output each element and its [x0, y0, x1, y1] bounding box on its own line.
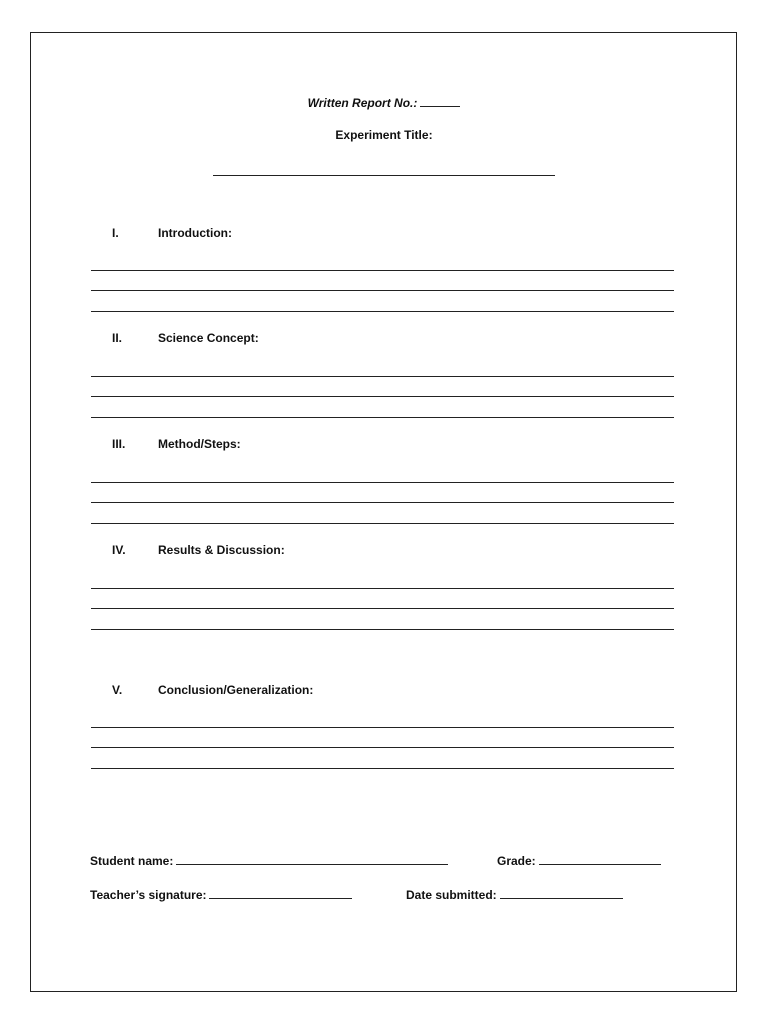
section-title-conclusion: Conclusion/Generalization: [158, 683, 314, 697]
answer-line[interactable] [91, 270, 674, 271]
date-submitted-label: Date submitted: [406, 888, 497, 902]
section-numeral: III. [112, 437, 126, 451]
answer-line[interactable] [91, 311, 674, 312]
section-title-introduction: Introduction: [158, 226, 232, 240]
section-numeral: II. [112, 331, 123, 345]
experiment-title-blank[interactable] [213, 175, 555, 176]
section-title-results-discussion: Results & Discussion: [158, 543, 285, 557]
answer-line[interactable] [91, 396, 674, 397]
experiment-title-label: Experiment Title: [335, 128, 433, 142]
page-border [30, 32, 737, 992]
section-numeral: V. [112, 683, 123, 697]
answer-line[interactable] [91, 376, 674, 377]
date-submitted-field [406, 887, 623, 902]
answer-line[interactable] [91, 417, 674, 418]
section-title-method-steps: Method/Steps: [158, 437, 241, 451]
answer-line[interactable] [91, 629, 674, 630]
date-submitted-blank[interactable] [500, 887, 623, 899]
section-numeral: I. [112, 226, 119, 240]
teacher-signature-field [90, 887, 352, 902]
answer-line[interactable] [91, 727, 674, 728]
answer-line[interactable] [91, 608, 674, 609]
section-numeral: IV. [112, 543, 126, 557]
answer-line[interactable] [91, 290, 674, 291]
student-name-blank[interactable] [176, 853, 448, 865]
teacher-signature-blank[interactable] [209, 887, 352, 899]
report-number-heading [0, 95, 768, 110]
answer-line[interactable] [91, 482, 674, 483]
student-name-label: Student name: [90, 854, 174, 868]
report-number-blank[interactable] [420, 95, 460, 107]
section-title-science-concept: Science Concept: [158, 331, 259, 345]
answer-line[interactable] [91, 768, 674, 769]
report-number-label: Written Report No.: [307, 96, 418, 110]
answer-line[interactable] [91, 588, 674, 589]
answer-line[interactable] [91, 502, 674, 503]
grade-blank[interactable] [539, 853, 661, 865]
answer-line[interactable] [91, 747, 674, 748]
student-name-field [90, 853, 448, 868]
grade-label: Grade: [497, 854, 536, 868]
grade-field [497, 853, 661, 868]
teacher-signature-label: Teacher’s signature: [90, 888, 207, 902]
answer-line[interactable] [91, 523, 674, 524]
